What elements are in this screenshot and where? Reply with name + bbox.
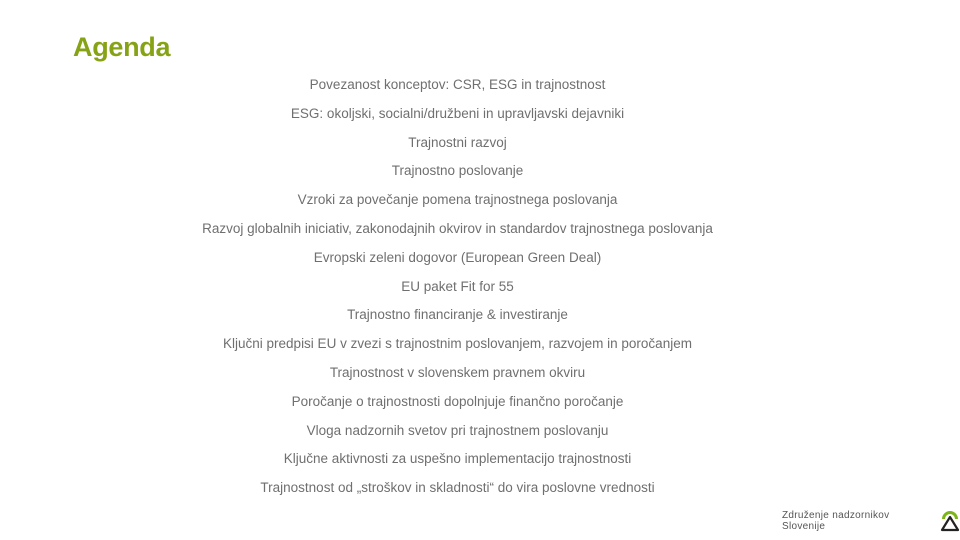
agenda-item: ESG: okoljski, socialni/družbeni in upravljavski dejavniki (290, 105, 625, 121)
agenda-item: Ključne aktivnosti za uspešno implementacijo trajnostnosti (283, 451, 632, 467)
agenda-item: Vzroki za povečanje pomena trajnostnega poslovanja (297, 192, 618, 208)
agenda-item: Povezanost konceptov: CSR, ESG in trajnostnost (309, 77, 606, 92)
agenda-list (0, 75, 915, 507)
agenda-item: Evropski zeleni dogovor (European Green Deal) (313, 249, 602, 265)
agenda-item: Trajnostno financiranje & investiranje (347, 307, 568, 323)
agenda-item: EU paket Fit for 55 (401, 278, 514, 294)
agenda-item: Trajnostnost od „stroškov in skladnosti“ do vira poslovne vrednosti (260, 480, 655, 496)
agenda-item: Razvoj globalnih iniciativ, zakonodajnih okvirov in standardov trajnostnega poslovanja (202, 220, 713, 236)
agenda-item: Trajnostni razvoj (408, 134, 507, 150)
agenda-item: Poročanje o trajnostnosti dopolnjuje finančno poročanje (291, 393, 624, 409)
slide-title: Agenda (73, 32, 171, 62)
footer (782, 510, 960, 532)
agenda-item: Vloga nadzornih svetov pri trajnostnem poslovanju (306, 422, 609, 438)
agenda-item: Trajnostnost v slovenskem pravnem okviru (329, 364, 586, 380)
organization-name: Združenje nadzornikov Slovenije (782, 510, 890, 532)
agenda-item: Ključni predpisi EU v zvezi s trajnostnim poslovanjem, razvojem in poročanjem (223, 336, 692, 352)
organization-logo-icon (940, 510, 960, 532)
agenda-item: Trajnostno poslovanje (391, 163, 524, 179)
